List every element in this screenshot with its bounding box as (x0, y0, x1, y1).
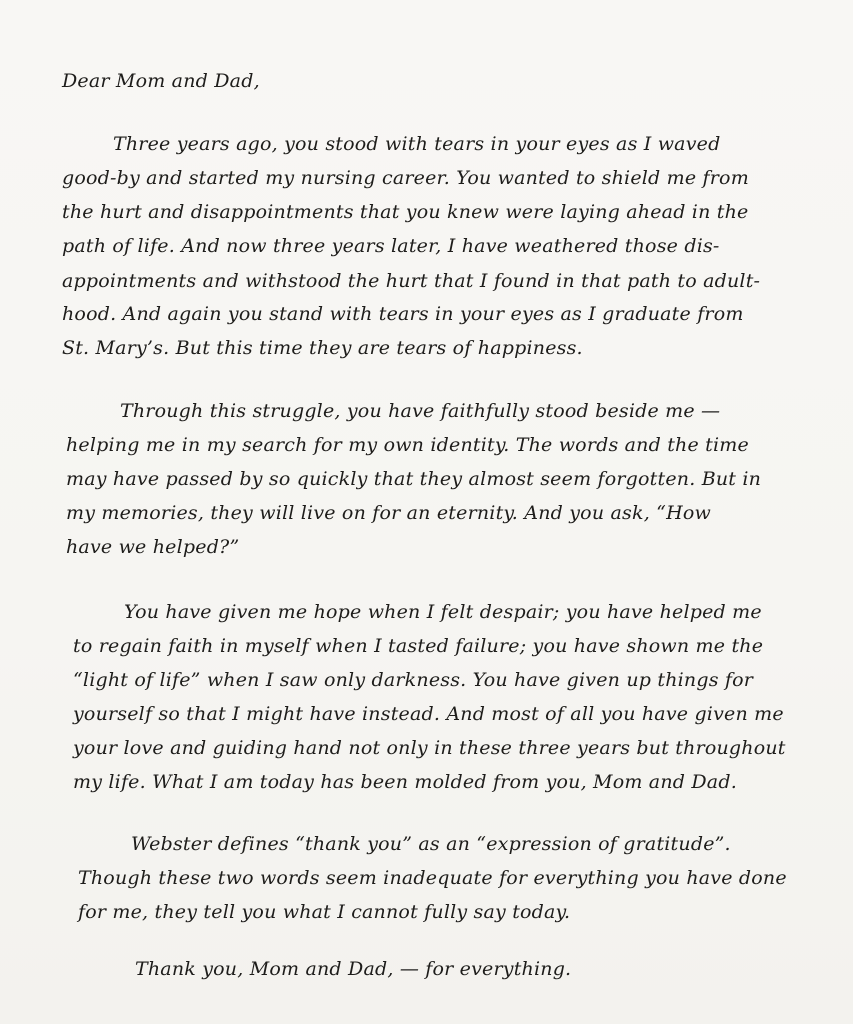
paragraph-3-line-3: “light of life” when I saw only darkness. You have given up things for (73, 669, 754, 691)
letter-closing: Thank you, Mom and Dad, — for everything. (135, 958, 572, 980)
paragraph-3-line-1: You have given me hope when I felt despair; you have helped me (124, 601, 762, 623)
paragraph-3-line-4: yourself so that I might have instead. And most of all you have given me (73, 703, 784, 725)
paragraph-3-line-2: to regain faith in myself when I tasted failure; you have shown me the (73, 635, 764, 657)
paragraph-2-line-1: Through this struggle, you have faithfully stood beside me — (120, 400, 721, 422)
paragraph-2-line-3: may have passed by so quickly that they almost seem forgotten. But in (66, 468, 762, 490)
paragraph-3-line-6: my life. What I am today has been molded from you, Mom and Dad. (73, 771, 737, 793)
paragraph-4-line-3: for me, they tell you what I cannot fully say today. (78, 901, 571, 923)
paragraph-2-line-5: have we helped?” (66, 536, 240, 558)
paragraph-2-line-4: my memories, they will live on for an eternity. And you ask, “How (66, 502, 711, 524)
paragraph-1-line-3: the hurt and disappointments that you knew were laying ahead in the (62, 201, 749, 223)
paragraph-1-line-6: hood. And again you stand with tears in your eyes as I graduate from (62, 303, 744, 325)
paragraph-1-line-5: appointments and withstood the hurt that I found in that path to adult- (62, 270, 761, 292)
paragraph-3-line-5: your love and guiding hand not only in these three years but throughout (73, 737, 786, 759)
paragraph-1-line-4: path of life. And now three years later, I have weathered those dis- (62, 235, 720, 257)
paragraph-1-line-1: Three years ago, you stood with tears in your eyes as I waved (113, 133, 721, 155)
paragraph-4-line-1: Webster defines “thank you” as an “expression of gratitude”. (131, 833, 731, 855)
letter-greeting: Dear Mom and Dad, (62, 70, 260, 92)
paragraph-1-line-2: good-by and started my nursing career. You wanted to shield me from (62, 167, 749, 189)
paragraph-1-line-7: St. Mary’s. But this time they are tears of happiness. (62, 337, 583, 359)
paragraph-2-line-2: helping me in my search for my own identity. The words and the time (66, 434, 749, 456)
paragraph-4-line-2: Though these two words seem inadequate for everything you have done (78, 867, 787, 889)
